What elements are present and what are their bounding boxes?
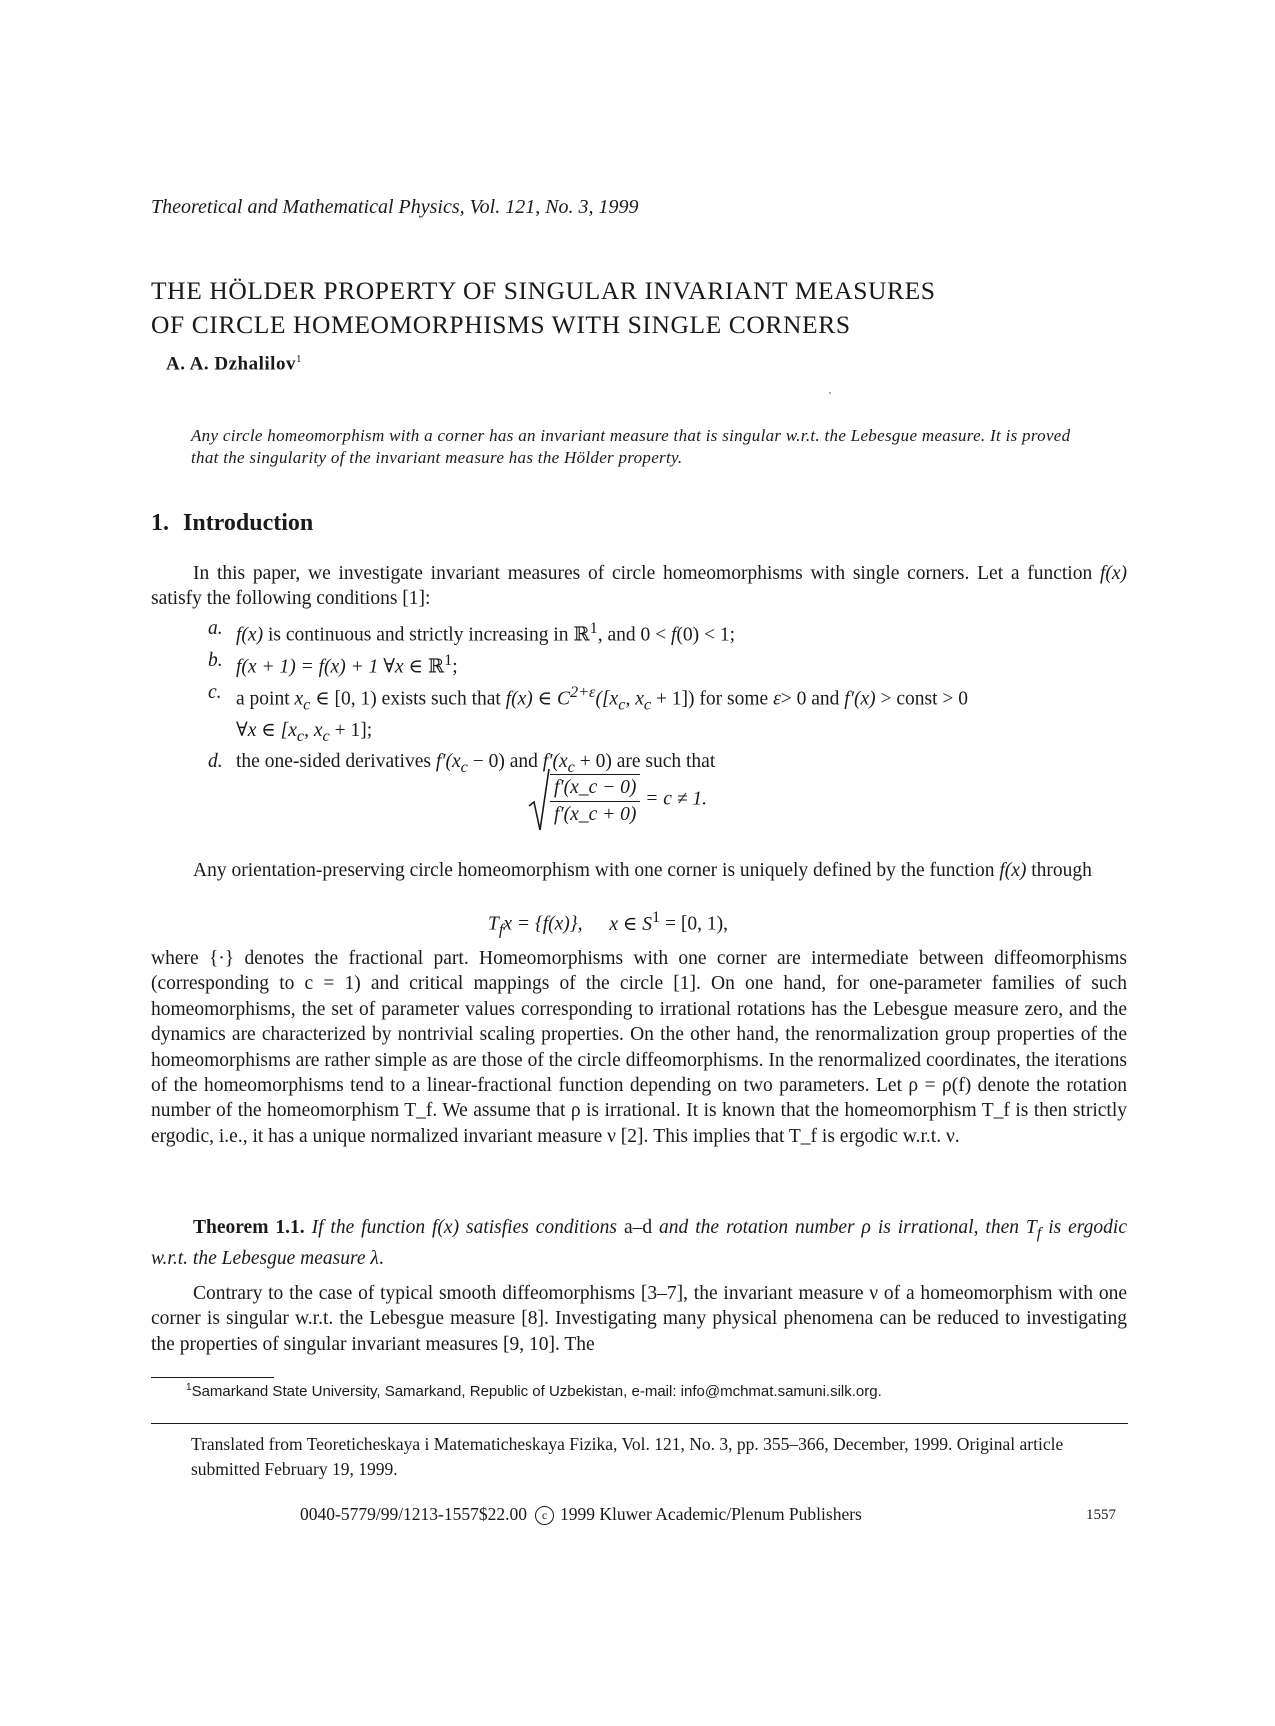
condition-label: c. — [208, 681, 222, 703]
math: f — [671, 624, 677, 646]
text: − 0) — [467, 750, 505, 772]
math: f′(x — [435, 750, 461, 772]
eq-rhs-tail: = [0, 1), — [660, 913, 728, 935]
math: ρ — [861, 1217, 871, 1238]
math: f′(x — [542, 750, 568, 772]
fraction — [550, 777, 640, 826]
math: f(x) — [236, 624, 264, 646]
math: λ — [370, 1248, 379, 1270]
theorem-label: Theorem 1.1. — [193, 1217, 305, 1238]
intro-text: In this paper, we investigate invariant measures of circle homeomorphisms with single corners. Let a function — [193, 563, 1100, 584]
scan-speck — [829, 392, 831, 394]
section-number: 1. — [151, 510, 169, 536]
sub: c — [322, 726, 330, 745]
sub: c — [296, 726, 305, 745]
sub: c — [567, 757, 575, 776]
text: and the rotation number — [652, 1217, 862, 1238]
text: satisfies conditions — [459, 1217, 624, 1238]
sub: c — [643, 695, 652, 714]
intro-fx: f(x) — [1099, 563, 1127, 584]
theorem-1-1 — [151, 1215, 1127, 1272]
sup: 2+ε — [569, 682, 596, 701]
math: , x — [625, 688, 644, 710]
eq-lhs: x = {f(x)}, — [503, 913, 583, 935]
title-line-1: THE HÖLDER PROPERTY OF SINGULAR INVARIANT MEASURES — [151, 276, 936, 305]
sub: c — [460, 757, 468, 776]
translation-rule — [151, 1423, 1128, 1424]
sup: 1 — [444, 650, 453, 669]
fraction-numerator: f′(x_c − 0) — [550, 777, 640, 802]
eq-sup: 1 — [651, 908, 661, 926]
conditions-list — [208, 616, 1128, 780]
eq-rhs: x ∈ S — [609, 913, 652, 935]
sub: c — [303, 695, 311, 714]
imprint-publisher: 1999 Kluwer Academic/Plenum Publishers — [560, 1504, 862, 1524]
page-number: 1557 — [1086, 1507, 1116, 1523]
sup: 1 — [589, 619, 598, 637]
text: a–d — [623, 1217, 653, 1238]
math: x — [294, 688, 304, 710]
text: , and 0 < — [597, 624, 671, 646]
text: > 0 and — [780, 688, 845, 710]
text: > const > 0 — [875, 688, 969, 710]
footnote-rule — [151, 1377, 274, 1378]
journal-header: Theoretical and Mathematical Physics, Vol. 121, No. 3, 1999 — [151, 196, 639, 218]
imprint — [300, 1504, 862, 1525]
text: is continuous and strictly increasing in ℝ — [263, 624, 590, 646]
math: f′(x) — [844, 688, 876, 710]
footnote-mark: 1 — [186, 1382, 192, 1393]
condition-label: a. — [208, 618, 223, 639]
math: ε — [773, 688, 781, 710]
text: the one-sided derivatives — [236, 750, 436, 772]
math: T — [1025, 1217, 1037, 1238]
equation-ratio — [528, 768, 707, 832]
p2-tail: through — [1026, 860, 1092, 881]
sqrt-icon — [528, 768, 550, 832]
title-line-2: OF CIRCLE HOMEOMORPHISMS WITH SINGLE CORNERS — [151, 310, 851, 339]
text: . — [378, 1248, 384, 1270]
footnote — [186, 1382, 882, 1400]
condition-label: d. — [208, 750, 223, 772]
sqrt-bar — [550, 774, 640, 826]
math: f(x + 1) = f(x) + 1 ∀x ∈ — [236, 656, 428, 678]
sub: f — [1036, 1223, 1042, 1242]
eq-sub: f — [498, 920, 504, 939]
text: are such that — [611, 750, 716, 772]
text: ∈ [0, 1) exists such that — [310, 688, 506, 710]
intro-paragraph — [151, 561, 1127, 612]
eq-T: T — [488, 913, 499, 935]
text: (0) < 1; — [676, 624, 736, 646]
math: f(x) — [432, 1217, 460, 1238]
intro-tail: satisfy the following conditions [1]: — [151, 588, 431, 610]
paragraph-4: Contrary to the case of typical smooth diffeomorphisms [3–7], the invariant measure ν of a homeomorphism with one corner is singular w.r.t. the Lebesgue measure [8]. Investigating many physical phenomena can be reduced to investigating the properties of singular invariant measures [9, 10]. The — [151, 1283, 1127, 1355]
author-footnote-mark: 1 — [295, 353, 302, 365]
section-heading — [151, 510, 313, 537]
text: ℝ — [427, 656, 445, 678]
paragraph-2 — [151, 858, 1127, 883]
translation-note: Translated from Teoreticheskaya i Matematicheskaya Fizika, Vol. 121, No. 3, pp. 355–366, December, 1999. Original article submitted February 19, 1999. — [191, 1434, 1064, 1479]
author-name: A. A. Dzhalilov — [166, 353, 296, 375]
equation-rhs: = c ≠ 1. — [645, 788, 708, 810]
text: ; — [452, 656, 458, 678]
text: + 1]; — [329, 719, 373, 741]
text: is irrational, then — [870, 1217, 1026, 1238]
paragraph-3: where {·} denotes the fractional part. Homeomorphisms with one corner are intermediate between diffeomorphisms (corresponding to c = 1) and critical mappings of the circle [1]. On one hand, for one-parameter families of such homeomorphisms, the set of parameter values corresponding to irrational rotations has the Lebesgue measure zero, and the dynamics are characterized by nontrivial scaling properties. On the other hand, the renormalization group properties of the homeomorphisms are rather simple as are those of the circle diffeomorphisms. In the renormalized coordinates, the iterations of the homeomorphisms tend to a linear-fractional function depending on two parameters. Let ρ = ρ(f) denote the rotation number of the homeomorphism T_f. We assume that ρ is irrational. It is known that the homeomorphism T_f is then strictly ergodic, i.e., it has a unique normalized invariant measure ν [2]. This implies that T_f is ergodic w.r.t. ν. — [151, 948, 1127, 1147]
math: ([x — [595, 688, 619, 710]
math: , x — [304, 719, 323, 741]
text: If the function — [311, 1217, 433, 1238]
math: ∀x ∈ [x — [236, 719, 297, 741]
copyright-icon: c — [535, 1506, 554, 1525]
equation-map — [488, 908, 728, 939]
condition-a — [208, 616, 1128, 648]
author — [166, 353, 302, 375]
p2-fx: f(x) — [999, 860, 1027, 881]
section-title: Introduction — [183, 510, 314, 536]
fraction-denominator: f′(x_c + 0) — [554, 804, 637, 825]
imprint-code: 0040-5779/99/1213-1557$22.00 — [300, 1504, 528, 1524]
abstract: Any circle homeomorphism with a corner has an invariant measure that is singular w.r.t. the Lebesgue measure. It is proved that the singularity of the invariant measure has the Hölder property. — [191, 426, 1071, 467]
text: + 0) — [574, 750, 612, 772]
condition-b — [208, 648, 1128, 680]
math: f(x) ∈ C — [505, 688, 570, 710]
condition-label: b. — [208, 649, 223, 671]
text: and — [504, 750, 543, 772]
text: is ergodic w.r.t. the Lebesgue measure — [151, 1217, 1127, 1270]
condition-c — [208, 680, 1128, 749]
p2-text: Any orientation-preserving circle homeomorphism with one corner is uniquely defined by the function — [193, 860, 1000, 881]
text: a point — [236, 688, 295, 710]
footnote-text: Samarkand State University, Samarkand, Republic of Uzbekistan, e-mail: info@mchmat.samuni.silk.org. — [191, 1383, 882, 1400]
text: + 1]) for some — [651, 688, 774, 710]
paper-title — [151, 274, 936, 342]
sub: c — [618, 695, 626, 714]
